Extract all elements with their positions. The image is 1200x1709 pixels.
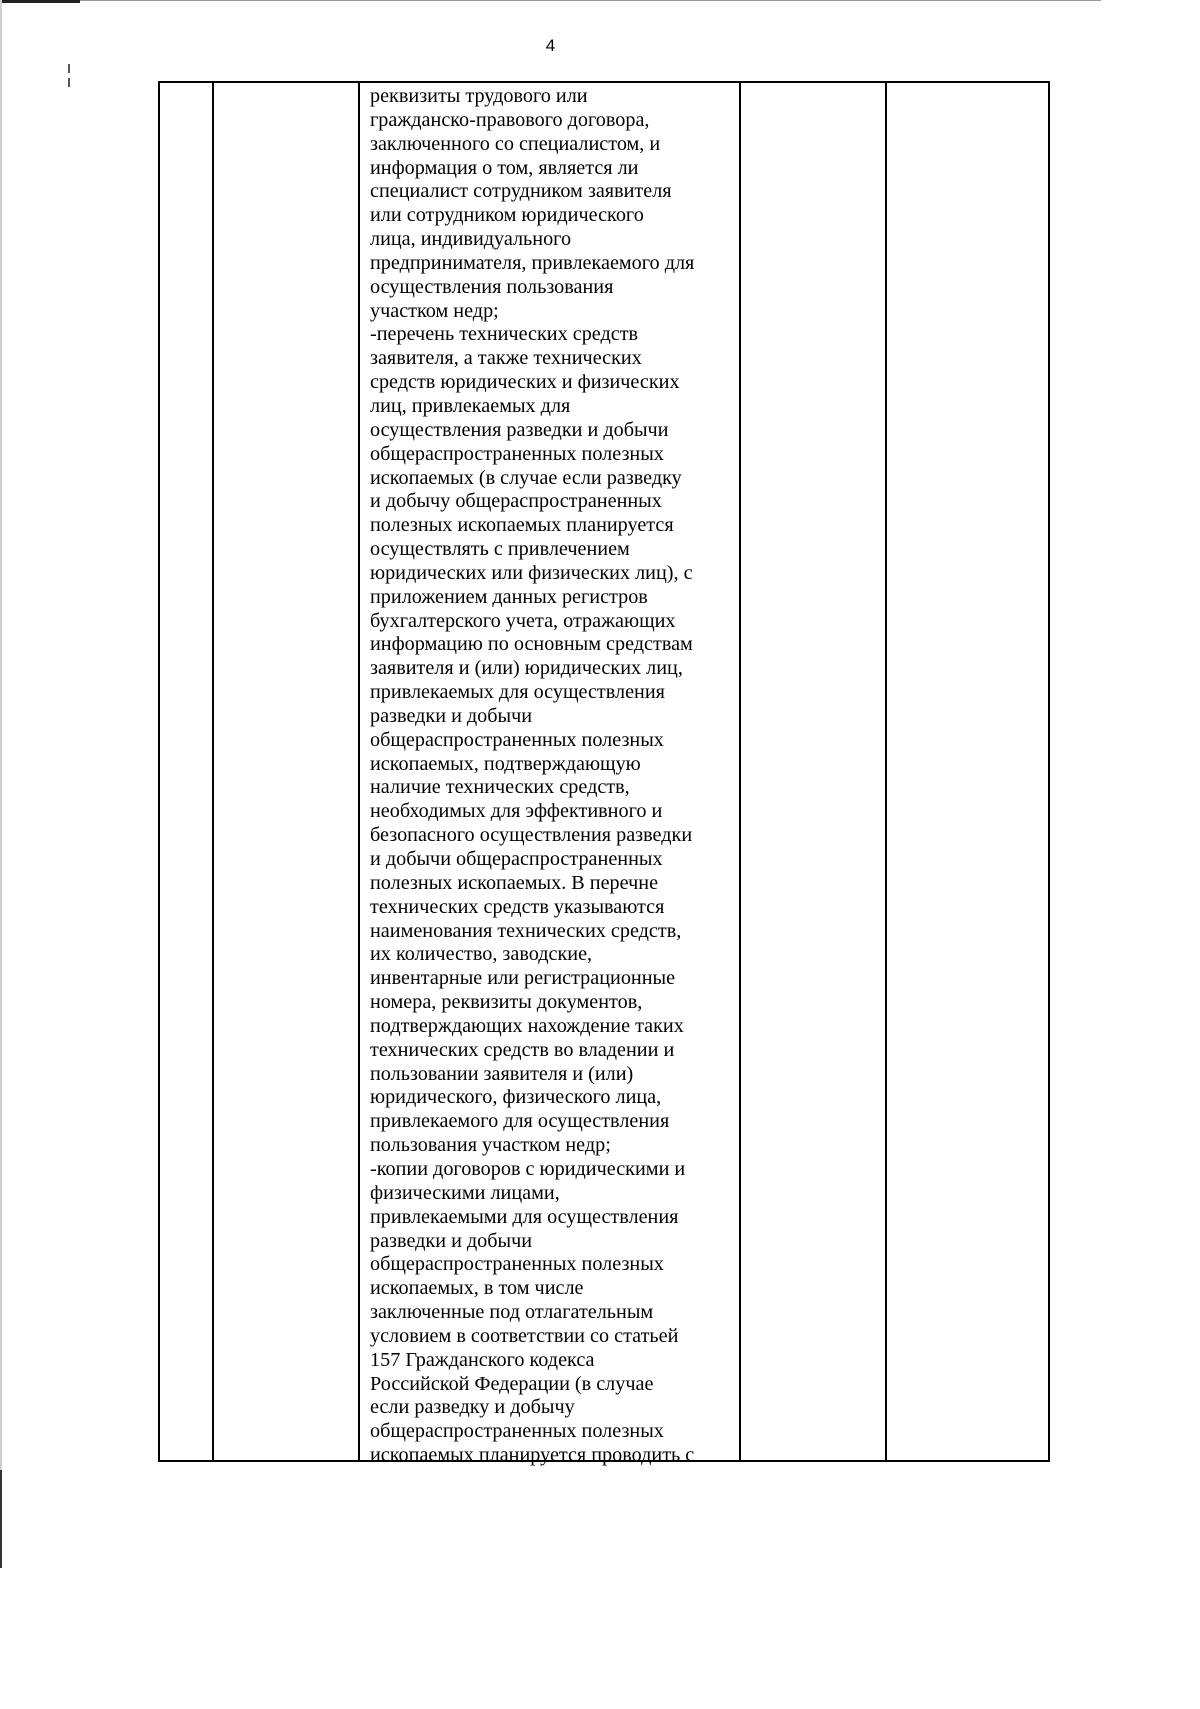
text-line: разведки и добычи xyxy=(370,1229,533,1252)
text-line: разведки и добычи xyxy=(370,704,533,727)
scan-mark xyxy=(68,78,70,87)
text-line: и добычу общераспространенных xyxy=(370,490,662,513)
scan-edge-bottom-left xyxy=(0,1470,2,1568)
text-line: если разведку и добычу xyxy=(370,1396,575,1419)
text-line: наличие технических средств, xyxy=(370,776,630,799)
text-line: заключенного со специалистом, и xyxy=(370,132,661,155)
text-line: реквизиты трудового или xyxy=(370,85,588,107)
text-line: общераспространенных полезных xyxy=(370,1253,664,1276)
text-line: ископаемых, подтверждающую xyxy=(370,752,641,775)
text-line: приложением данных регистров xyxy=(370,585,648,608)
text-line: полезных ископаемых планируется xyxy=(370,514,674,537)
text-line: осуществлять с привлечением xyxy=(370,538,630,561)
text-line: безопасного осуществления разведки xyxy=(370,824,693,847)
text-line: привлекаемого для осуществления xyxy=(370,1110,670,1133)
text-line: ископаемых, в том числе xyxy=(370,1277,584,1300)
text-line: лица, индивидуального xyxy=(370,228,572,251)
page-number: 4 xyxy=(545,36,556,55)
text-line: заключенные под отлагательным xyxy=(370,1301,654,1324)
text-line: условием в соответствии со статьей xyxy=(370,1324,679,1347)
table-column-divider xyxy=(212,83,214,1460)
text-line: наименования технических средств, xyxy=(370,919,682,942)
text-line: юридического, физического лица, xyxy=(370,1086,662,1109)
text-line: юридических или физических лиц), с xyxy=(370,561,693,584)
text-line: информацию по основным средствам xyxy=(370,633,693,656)
text-line: заявителя и (или) юридических лиц, xyxy=(370,657,683,680)
scan-edge-left xyxy=(0,0,2,1568)
text-line: общераспространенных полезных xyxy=(370,1420,664,1443)
text-line: технических средств во владении и xyxy=(370,1038,675,1061)
text-line: средств юридических и физических xyxy=(370,371,680,394)
text-line: их количество, заводские, xyxy=(370,943,593,966)
text-line: подтверждающих нахождение таких xyxy=(370,1014,684,1037)
text-line: пользовании заявителя и (или) xyxy=(370,1062,634,1085)
text-line: инвентарные или регистрационные xyxy=(370,967,676,990)
scan-edge-top-line xyxy=(80,0,1101,1)
text-line: ископаемых (в случае если разведку xyxy=(370,466,682,489)
text-line: осуществления разведки и добычи xyxy=(370,418,669,441)
text-line: необходимых для эффективного и xyxy=(370,800,663,823)
text-line: технических средств указываются xyxy=(370,895,665,918)
table-column-divider xyxy=(358,83,360,1460)
text-line: информация о том, является ли xyxy=(370,156,639,179)
text-line: или сотрудником юридического xyxy=(370,204,644,227)
document-table xyxy=(158,81,1050,1467)
text-line: привлекаемыми для осуществления xyxy=(370,1205,679,1228)
text-line: специалист сотрудником заявителя xyxy=(370,180,672,203)
text-line: бухгалтерского учета, отражающих xyxy=(370,609,676,632)
table-cell-requirements-text xyxy=(370,85,740,1468)
text-line: полезных ископаемых. В перечне xyxy=(370,871,659,894)
text-line: заявителя, а также технических xyxy=(370,347,642,370)
text-line: общераспространенных полезных xyxy=(370,728,664,751)
text-line: физическими лицами, xyxy=(370,1181,560,1204)
text-line: осуществления пользования xyxy=(370,275,614,298)
text-line: общераспространенных полезных xyxy=(370,442,664,465)
text-line: -копии договоров с юридическими и xyxy=(370,1157,686,1180)
text-line: ископаемых планируется проводить с xyxy=(370,1444,695,1467)
scan-edge-top xyxy=(0,0,80,3)
table-column-divider xyxy=(885,83,887,1460)
text-line: участком недр; xyxy=(370,299,499,322)
text-line: -перечень технических средств xyxy=(370,323,639,346)
text-line: гражданско-правового договора, xyxy=(370,108,650,131)
text-line: 157 Гражданского кодекса xyxy=(370,1348,595,1371)
text-line: привлекаемых для осуществления xyxy=(370,681,665,704)
scan-mark xyxy=(68,64,70,73)
text-line: номера, реквизиты документов, xyxy=(370,991,643,1014)
text-line: предпринимателя, привлекаемого для xyxy=(370,251,695,274)
text-line: и добычи общераспространенных xyxy=(370,848,663,870)
text-line: Российской Федерации (в случае xyxy=(370,1372,654,1395)
text-line: пользования участком недр; xyxy=(370,1134,611,1157)
text-line: лиц, привлекаемых для xyxy=(370,394,571,417)
